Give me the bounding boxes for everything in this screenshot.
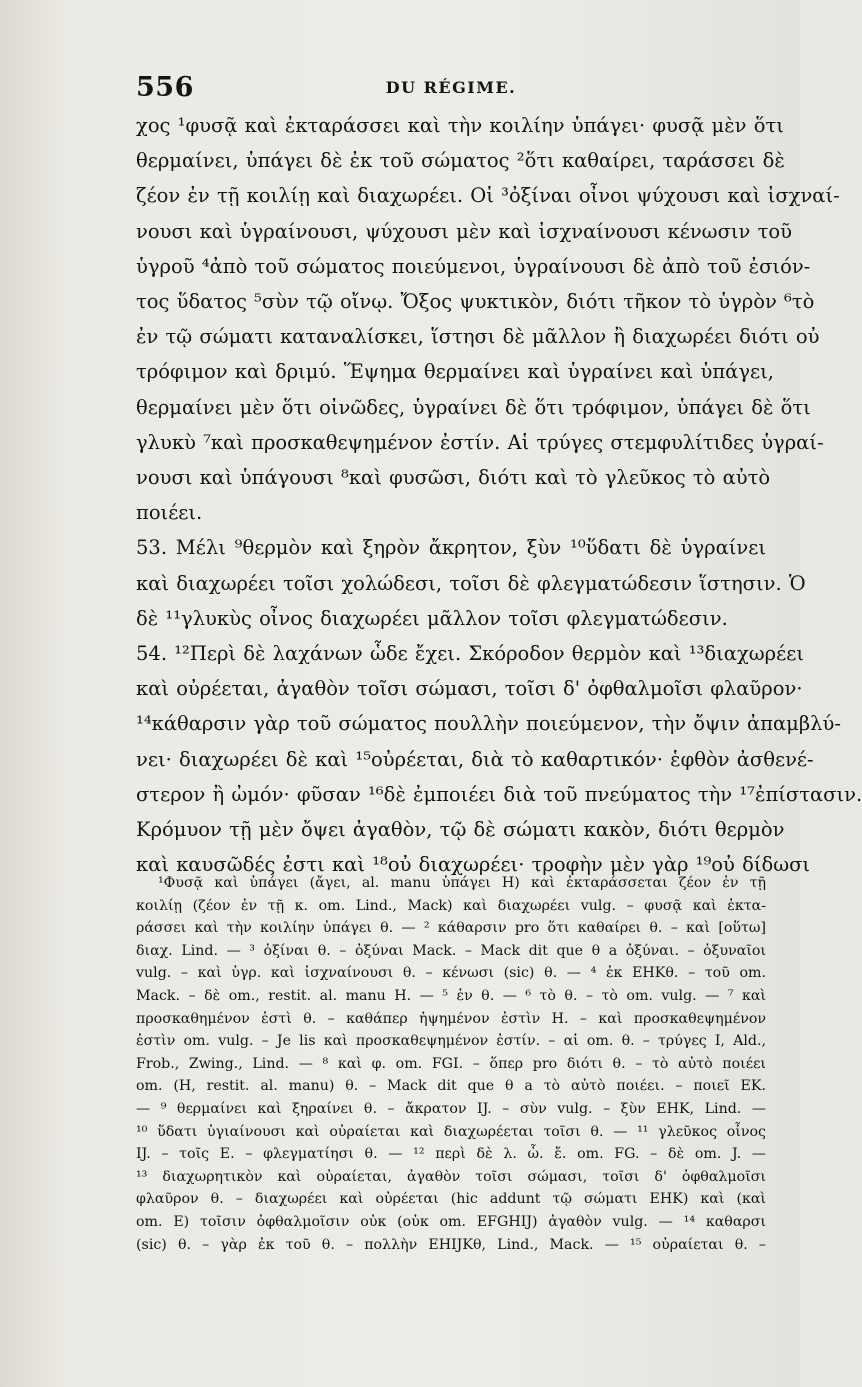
text-line: θερμαίνει μὲν ὅτι οἰνῶδες, ὑγραίνει δὲ ὅτι τρόφιμον, ὑπάγει δὲ ὅτι <box>136 395 811 419</box>
text-line: 53. Μέλι ⁹θερμὸν καὶ ξηρὸν ἄκρητον, ξὺν ¹⁰ὕδατι δὲ ὑγραίνει <box>136 536 766 560</box>
text-line: χος ¹φυσᾷ καὶ ἐκταράσσει καὶ τὴν κοιλίην ὑπάγει· φυσᾷ μὲν ὅτι <box>136 114 784 137</box>
main-text <box>136 108 862 882</box>
text-line: ἐν τῷ σώματι καταναλίσκει, ἵστησι δὲ μᾶλλον ἢ διαχωρέει διότι οὐ <box>136 325 820 349</box>
text-line: νουσι καὶ ὑγραίνουσι, ψύχουσι μὲν καὶ ἰσχναίνουσι κένωσιν τοῦ <box>136 219 792 243</box>
text-line: 54. ¹²Περὶ δὲ λαχάνων ὧδε ἔχει. Σκόροδον θερμὸν καὶ ¹³διαχωρέει <box>136 642 804 666</box>
text-line: τρόφιμον καὶ δριμύ. Ἕψημα θερμαίνει καὶ ὑγραίνει καὶ ὑπάγει, <box>136 360 774 384</box>
footnote-line: φλαῦρον θ. – διαχωρέει καὶ οὐρέεται (hic addunt τῷ σώματι EHK) καὶ (καὶ <box>136 1191 766 1208</box>
text-line: στερον ἢ ὠμόν· φῦσαν ¹⁶δὲ ἐμποιέει διὰ τοῦ πνεύματος τὴν ¹⁷ἐπίστασιν. <box>136 782 862 806</box>
footnote-line: διαχ. Lind. — ³ ὀξίναι θ. – ὀξύναι Mack. – Mack dit que θ a ὀξύναι. – ὀξυναῖοι <box>136 942 766 959</box>
footnote-line: vulg. – καὶ ὑγρ. καὶ ἰσχναίνουσι θ. – κένωσι (sic) θ. — ⁴ ἐκ EHKθ. – τοῦ om. <box>136 965 766 982</box>
running-head: DU RÉGIME. <box>385 78 517 97</box>
footnote-line: κοιλίῃ (ζέον ἐν τῇ κ. om. Lind., Mack) καὶ διαχωρέει vulg. – φυσᾷ καὶ ἐκτα- <box>136 897 766 914</box>
footnote-line: ¹Φυσᾷ καὶ ὑπάγει (ἄγει, al. manu ὑπάγει H) καὶ ἐκταράσσεται ζέον ἐν τῇ <box>158 875 766 891</box>
footnote-line: ¹⁰ ὕδατι ὑγιαίνουσι καὶ οὐραίεται καὶ διαχωρέεται τοῖσι θ. — ¹¹ γλεῦκος οἶνος <box>136 1123 766 1140</box>
text-line: ζέον ἐν τῇ κοιλίῃ καὶ διαχωρέει. Οἱ ³ὀξίναι οἶνοι ψύχουσι καὶ ἰσχναί- <box>136 184 840 208</box>
text-line: θερμαίνει, ὑπάγει δὲ ἐκ τοῦ σώματος ²ὅτι καθαίρει, ταράσσει δὲ <box>136 149 785 173</box>
footnotes <box>136 872 766 1256</box>
text-line: καὶ καυσῶδές ἐστι καὶ ¹⁸οὐ διαχωρέει· τροφὴν μὲν γὰρ ¹⁹οὐ δίδωσι <box>136 853 811 877</box>
footnote-line: ¹³ διαχωρητικὸν καὶ οὐραίεται, ἀγαθὸν τοῖσι σώμασι, τοῖσι δ' ὀφθαλμοῖσι <box>136 1168 766 1185</box>
footnote-line: Frob., Zwing., Lind. — ⁸ καὶ φ. om. FGI. – ὅπερ pro διότι θ. – τὸ αὐτὸ ποιέει <box>136 1055 766 1072</box>
page-header <box>136 72 766 102</box>
text-line: Κρόμυον τῇ μὲν ὄψει ἀγαθὸν, τῷ δὲ σώματι κακὸν, διότι θερμὸν <box>136 818 785 842</box>
footnote-line: ἐστὶν om. vulg. – Je lis καὶ προσκαθεψημένον ἐστίν. – αἱ om. θ. – τρύγες I, Ald., <box>136 1033 766 1050</box>
footnote-line: IJ. – τοῖς E. – φλεγματίησι θ. — ¹² περὶ δὲ λ. ὧ. ἔ. om. FG. – δὲ om. J. — <box>136 1146 766 1163</box>
text-line: ¹⁴κάθαρσιν γὰρ τοῦ σώματος πουλλὴν ποιεύμενον, τὴν ὄψιν ἀπαμβλύ- <box>136 712 841 736</box>
page-number: 556 <box>136 72 194 103</box>
text-line: τος ὕδατος ⁵σὺν τῷ οἴνῳ. Ὄξος ψυκτικὸν, διότι τῆκον τὸ ὑγρὸν ⁶τὸ <box>136 290 815 314</box>
text-line: νει· διαχωρέει δὲ καὶ ¹⁵οὐρέεται, διὰ τὸ καθαρτικόν· ἑφθὸν ἀσθενέ- <box>136 747 814 771</box>
text-line: καὶ οὐρέεται, ἀγαθὸν τοῖσι σώμασι, τοῖσι δ' ὀφθαλμοῖσι φλαῦρον· <box>136 677 803 701</box>
footnote-line: Mack. – δὲ om., restit. al. manu H. — ⁵ ἐν θ. — ⁶ τὸ θ. – τὸ om. vulg. — ⁷ καὶ <box>136 987 766 1004</box>
text-line: δὲ ¹¹γλυκὺς οἶνος διαχωρέει μᾶλλον τοῖσι φλεγματώδεσιν. <box>136 606 728 630</box>
footnote-line: om. (H, restit. al. manu) θ. – Mack dit que θ a τὸ αὐτὸ ποιέει. – ποιεῖ EK. <box>136 1078 766 1095</box>
text-line: καὶ διαχωρέει τοῖσι χολώδεσι, τοῖσι δὲ φλεγματώδεσιν ἵστησιν. Ὁ <box>136 571 806 595</box>
text-line: νουσι καὶ ὑπάγουσι ⁸καὶ φυσῶσι, διότι καὶ τὸ γλεῦκος τὸ αὐτὸ <box>136 466 771 490</box>
footnote-line: (sic) θ. – γὰρ ἐκ τοῦ θ. – πολλὴν EHIJKθ, Lind., Mack. — ¹⁵ οὐραίεται θ. – <box>136 1236 766 1253</box>
footnote-line: ράσσει καὶ τὴν κοιλίην ὑπάγει θ. — ² κάθαρσιν pro ὅτι καθαίρει θ. – καὶ [οὕτω] <box>136 920 766 937</box>
text-line: ποιέει. <box>136 501 203 525</box>
text-line: ὑγροῦ ⁴ἀπὸ τοῦ σώματος ποιεύμενοι, ὑγραίνουσι δὲ ἀπὸ τοῦ ἐσιόν- <box>136 254 811 278</box>
footnote-line: om. E) τοῖσιν ὀφθαλμοῖσιν οὐκ (οὐκ om. EFGHIJ) ἀγαθὸν vulg. — ¹⁴ καθαρσι <box>136 1213 766 1230</box>
footnote-line: — ⁹ θερμαίνει καὶ ξηραίνει θ. – ἄκρατον IJ. – σὺν vulg. – ξὺν EHK, Lind. — <box>136 1100 766 1117</box>
text-line: γλυκὺ ⁷καὶ προσκαθεψημένον ἐστίν. Αἱ τρύγες στεμφυλίτιδες ὑγραί- <box>136 430 824 454</box>
footnote-line: προσκαθημένον ἐστὶ θ. – καθάπερ ἡψημένον ἐστὶν H. – καὶ προσκαθεψημένον <box>136 1010 766 1027</box>
